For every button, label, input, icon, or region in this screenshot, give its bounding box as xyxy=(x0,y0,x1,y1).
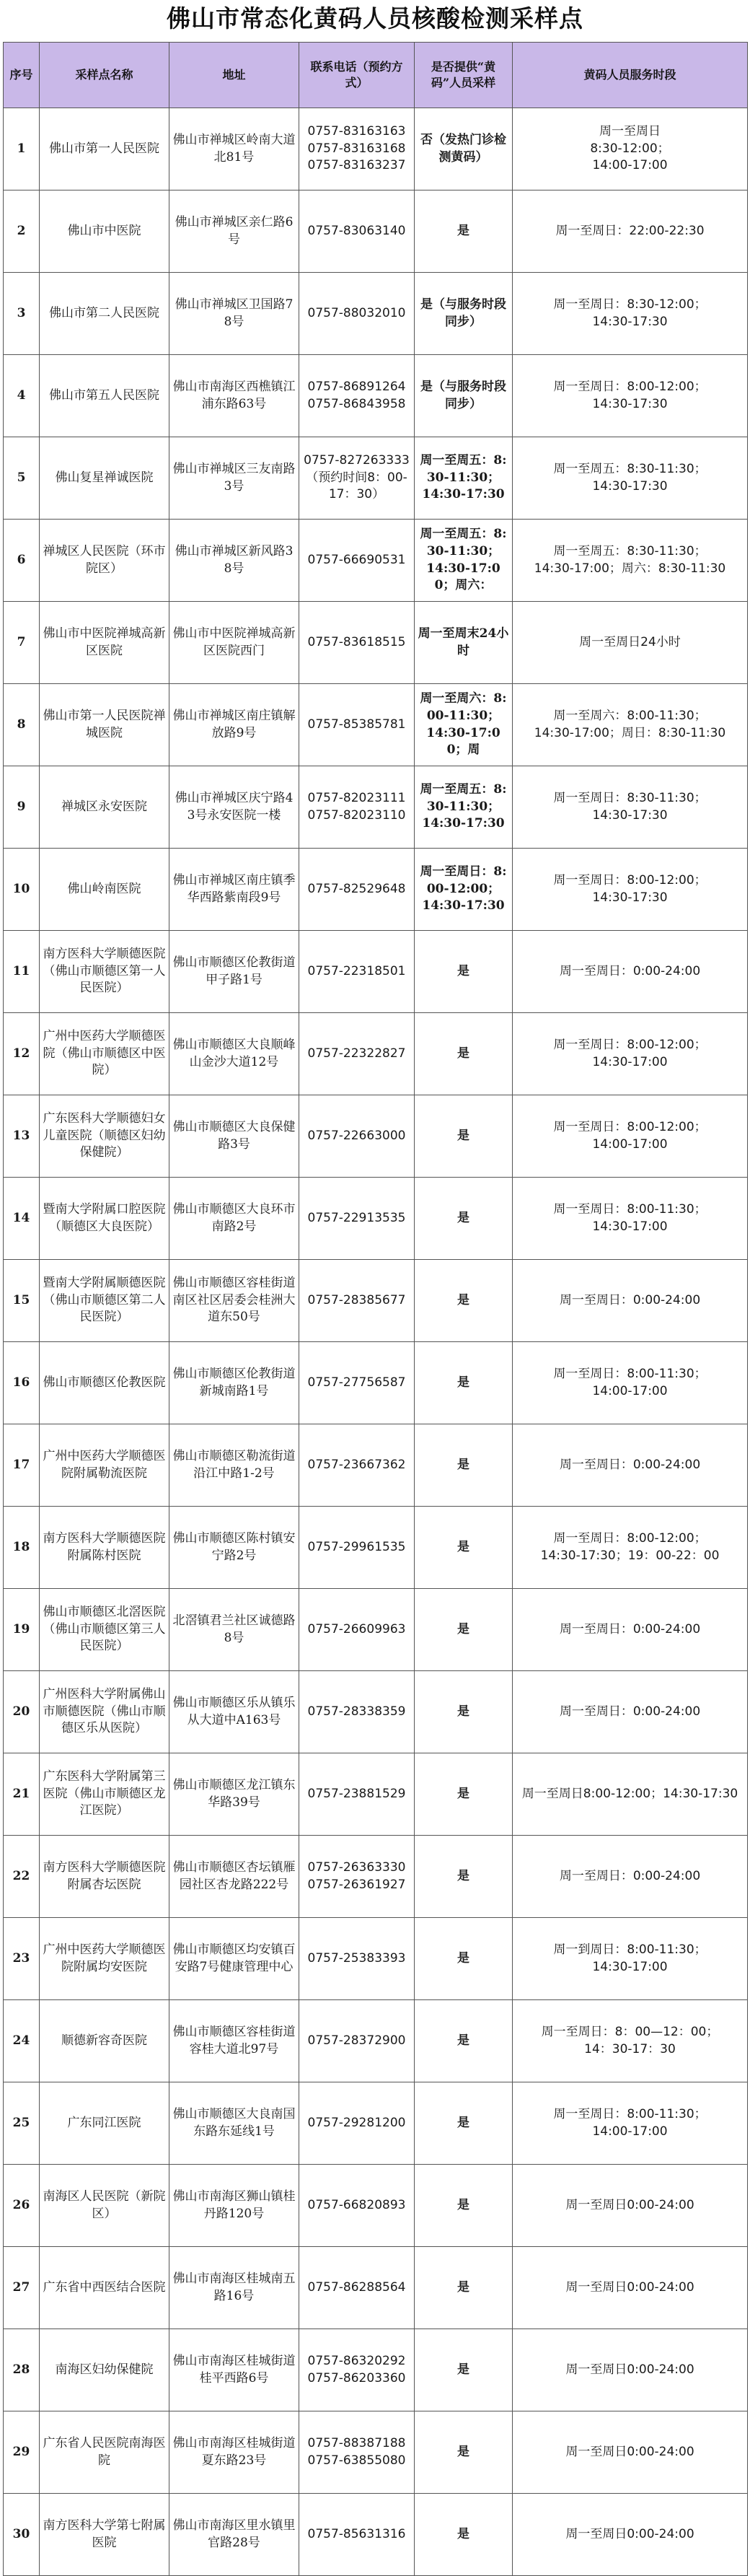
cell-hours: 周一至周日：8:00-12:00； 14:30-17:30；19：00-22：00 xyxy=(513,1507,748,1589)
cell-no: 13 xyxy=(4,1095,40,1178)
cell-provide: 是 xyxy=(415,1013,513,1095)
cell-hours: 周一至周日8:00-12:00；14:30-17:30 xyxy=(513,1753,748,1836)
cell-provide: 是 xyxy=(415,2411,513,2494)
cell-no: 17 xyxy=(4,1424,40,1507)
cell-provide: 是 xyxy=(415,1753,513,1836)
cell-phone: 0757-27756587 xyxy=(299,1342,415,1424)
cell-phone: 0757-88032010 xyxy=(299,273,415,355)
cell-address: 佛山市禅城区南庄镇季华西路紫南段9号 xyxy=(169,849,299,931)
cell-hours: 周一至周日：8:00-11:30； 14:30-17:00 xyxy=(513,1178,748,1260)
cell-phone: 0757-83063140 xyxy=(299,190,415,273)
cell-name: 广东省中西医结合医院 xyxy=(40,2247,169,2329)
table-row xyxy=(4,2329,748,2411)
cell-phone: 0757-86320292 0757-86203360 xyxy=(299,2329,415,2411)
cell-phone: 0757-85631316 xyxy=(299,2494,415,2576)
cell-phone: 0757-83618515 xyxy=(299,602,415,684)
cell-hours: 周一至周日：8:00-12:00； 14:30-17:30 xyxy=(513,849,748,931)
cell-hours: 周一至周日0:00-24:00 xyxy=(513,2494,748,2576)
cell-provide: 周一至周六：8:00-11:30； 14:30-17:00；周 xyxy=(415,684,513,766)
cell-address: 佛山市顺德区容桂街道容桂大道北97号 xyxy=(169,2000,299,2082)
cell-name: 暨南大学附属顺德医院（佛山市顺德区第二人民医院） xyxy=(40,1260,169,1342)
cell-address: 佛山市顺德区大良南国东路东延线1号 xyxy=(169,2082,299,2165)
cell-name: 佛山市中医院 xyxy=(40,190,169,273)
cell-hours: 周一至周日：0:00-24:00 xyxy=(513,931,748,1013)
cell-phone: 0757-28385677 xyxy=(299,1260,415,1342)
cell-no: 27 xyxy=(4,2247,40,2329)
cell-name: 广州中医药大学顺德医院附属均安医院 xyxy=(40,1918,169,2000)
cell-hours: 周一至周日：8:00-12:00； 14:00-17:00 xyxy=(513,1095,748,1178)
cell-hours: 周一至周日：0:00-24:00 xyxy=(513,1671,748,1753)
cell-no: 6 xyxy=(4,520,40,602)
cell-name: 南方医科大学第七附属医院 xyxy=(40,2494,169,2576)
table-header xyxy=(4,43,748,108)
cell-provide: 周一至周五：8:30-11:30； 14:30-17:00；周六： xyxy=(415,520,513,602)
cell-hours: 周一至周日24小时 xyxy=(513,602,748,684)
table-row xyxy=(4,355,748,437)
cell-phone: 0757-66820893 xyxy=(299,2165,415,2247)
cell-phone: 0757-83163163 0757-83163168 0757-83163237 xyxy=(299,108,415,190)
table-row xyxy=(4,520,748,602)
table-row xyxy=(4,437,748,520)
col-header-hours: 黄码人员服务时段 xyxy=(513,43,748,108)
cell-name: 广州中医药大学顺德医院附属勒流医院 xyxy=(40,1424,169,1507)
cell-phone: 0757-22318501 xyxy=(299,931,415,1013)
table-row xyxy=(4,1671,748,1753)
table-row xyxy=(4,766,748,849)
col-header-no: 序号 xyxy=(4,43,40,108)
cell-name: 南方医科大学顺德医院（佛山市顺德区第一人民医院） xyxy=(40,931,169,1013)
cell-no: 22 xyxy=(4,1836,40,1918)
cell-no: 10 xyxy=(4,849,40,931)
cell-address: 佛山市中医院禅城高新区医院西门 xyxy=(169,602,299,684)
cell-phone: 0757-23881529 xyxy=(299,1753,415,1836)
cell-phone: 0757-82529648 xyxy=(299,849,415,931)
cell-name: 暨南大学附属口腔医院（顺德区大良医院） xyxy=(40,1178,169,1260)
cell-hours: 周一至周日：0:00-24:00 xyxy=(513,1836,748,1918)
cell-provide: 是 xyxy=(415,1836,513,1918)
cell-name: 佛山市顺德区北滘医院（佛山市顺德区第三人民医院） xyxy=(40,1589,169,1671)
cell-address: 佛山市顺德区伦教街道甲子路1号 xyxy=(169,931,299,1013)
cell-address: 佛山市南海区西樵镇江浦东路63号 xyxy=(169,355,299,437)
cell-no: 15 xyxy=(4,1260,40,1342)
cell-provide: 否（发热门诊检测黄码） xyxy=(415,108,513,190)
cell-provide: 是 xyxy=(415,1178,513,1260)
cell-phone: 0757-86288564 xyxy=(299,2247,415,2329)
cell-hours: 周一至周六：8:00-11:30； 14:30-17:00；周日：8:30-11:30 xyxy=(513,684,748,766)
table-row xyxy=(4,849,748,931)
cell-address: 佛山市禅城区南庄镇解放路9号 xyxy=(169,684,299,766)
cell-address: 佛山市禅城区三友南路3号 xyxy=(169,437,299,520)
cell-hours: 周一至周日：22:00-22:30 xyxy=(513,190,748,273)
cell-hours: 周一至周日0:00-24:00 xyxy=(513,2329,748,2411)
cell-no: 30 xyxy=(4,2494,40,2576)
cell-name: 佛山市中医院禅城高新区医院 xyxy=(40,602,169,684)
cell-phone: 0757-23667362 xyxy=(299,1424,415,1507)
table-row xyxy=(4,2247,748,2329)
cell-no: 2 xyxy=(4,190,40,273)
cell-hours: 周一至周日：8:00-11:30； 14:00-17:00 xyxy=(513,1342,748,1424)
cell-hours: 周一至周日0:00-24:00 xyxy=(513,2165,748,2247)
cell-no: 16 xyxy=(4,1342,40,1424)
cell-address: 佛山市顺德区伦教街道新城南路1号 xyxy=(169,1342,299,1424)
cell-name: 广东医科大学附属第三医院（佛山市顺德区龙江医院） xyxy=(40,1753,169,1836)
col-header-address: 地址 xyxy=(169,43,299,108)
cell-name: 广东省人民医院南海医院 xyxy=(40,2411,169,2494)
cell-provide: 是 xyxy=(415,931,513,1013)
cell-name: 广州医科大学附属佛山市顺德医院（佛山市顺德区乐从医院） xyxy=(40,1671,169,1753)
cell-name: 佛山市第二人民医院 xyxy=(40,273,169,355)
cell-hours: 周一至周日：0:00-24:00 xyxy=(513,1424,748,1507)
cell-name: 禅城区永安医院 xyxy=(40,766,169,849)
cell-address: 佛山市顺德区大良保健路3号 xyxy=(169,1095,299,1178)
cell-name: 佛山岭南医院 xyxy=(40,849,169,931)
cell-no: 18 xyxy=(4,1507,40,1589)
cell-phone: 0757-28372900 xyxy=(299,2000,415,2082)
table-row xyxy=(4,1095,748,1178)
cell-no: 11 xyxy=(4,931,40,1013)
cell-no: 29 xyxy=(4,2411,40,2494)
cell-no: 20 xyxy=(4,1671,40,1753)
cell-address: 佛山市顺德区大良顺峰山金沙大道12号 xyxy=(169,1013,299,1095)
cell-no: 26 xyxy=(4,2165,40,2247)
cell-hours: 周一至周日0:00-24:00 xyxy=(513,2247,748,2329)
cell-provide: 是 xyxy=(415,1671,513,1753)
cell-phone: 0757-22322827 xyxy=(299,1013,415,1095)
cell-hours: 周一至周五：8:30-11:30； 14:30-17:00；周六：8:30-11:30 xyxy=(513,520,748,602)
table-row xyxy=(4,2494,748,2576)
cell-no: 14 xyxy=(4,1178,40,1260)
cell-address: 佛山市顺德区容桂街道南区社区居委会桂洲大道东50号 xyxy=(169,1260,299,1342)
cell-provide: 是（与服务时段同步） xyxy=(415,355,513,437)
cell-provide: 周一至周末24小时 xyxy=(415,602,513,684)
cell-provide: 是 xyxy=(415,2082,513,2165)
table-row xyxy=(4,1013,748,1095)
table-row xyxy=(4,602,748,684)
cell-address: 佛山市顺德区勒流街道沿江中路1-2号 xyxy=(169,1424,299,1507)
cell-hours: 周一至周日：8:30-12:00； 14:30-17:30 xyxy=(513,273,748,355)
cell-hours: 周一到周日：8:00-11:30； 14:30-17:00 xyxy=(513,1918,748,2000)
table-row xyxy=(4,1260,748,1342)
cell-provide: 是 xyxy=(415,2329,513,2411)
cell-provide: 是 xyxy=(415,1424,513,1507)
cell-provide: 是 xyxy=(415,2165,513,2247)
cell-no: 4 xyxy=(4,355,40,437)
table-row xyxy=(4,2082,748,2165)
cell-name: 南海区妇幼保健院 xyxy=(40,2329,169,2411)
page-title: 佛山市常态化黄码人员核酸检测采样点 xyxy=(167,4,583,32)
cell-no: 3 xyxy=(4,273,40,355)
cell-phone: 0757-22913535 xyxy=(299,1178,415,1260)
cell-name: 南方医科大学顺德医院附属陈村医院 xyxy=(40,1507,169,1589)
cell-name: 广东同江医院 xyxy=(40,2082,169,2165)
cell-provide: 是（与服务时段同步） xyxy=(415,273,513,355)
cell-address: 佛山市禅城区岭南大道北81号 xyxy=(169,108,299,190)
table-row xyxy=(4,1178,748,1260)
col-header-name: 采样点名称 xyxy=(40,43,169,108)
cell-address: 佛山市禅城区新风路38号 xyxy=(169,520,299,602)
cell-address: 佛山市禅城区卫国路78号 xyxy=(169,273,299,355)
sampling-points-table xyxy=(3,42,748,2576)
cell-name: 南海区人民医院（新院区） xyxy=(40,2165,169,2247)
header-row xyxy=(4,43,748,108)
table-row xyxy=(4,931,748,1013)
cell-address: 佛山市顺德区龙江镇东华路39号 xyxy=(169,1753,299,1836)
cell-provide: 是 xyxy=(415,190,513,273)
cell-provide: 是 xyxy=(415,1342,513,1424)
cell-no: 25 xyxy=(4,2082,40,2165)
cell-phone: 0757-88387188 0757-63855080 xyxy=(299,2411,415,2494)
table-row xyxy=(4,1836,748,1918)
cell-name: 佛山市第一人民医院禅城医院 xyxy=(40,684,169,766)
table-row xyxy=(4,2000,748,2082)
cell-hours: 周一至周日：8:00-12:00； 14:30-17:00 xyxy=(513,1013,748,1095)
cell-hours: 周一至周日：8:30-11:30； 14:30-17:30 xyxy=(513,766,748,849)
cell-phone: 0757-26609963 xyxy=(299,1589,415,1671)
cell-address: 佛山市顺德区杏坛镇雁园社区杏龙路222号 xyxy=(169,1836,299,1918)
cell-phone: 0757-827263333（预约时间8：00-17：30） xyxy=(299,437,415,520)
table-row xyxy=(4,1753,748,1836)
table-row xyxy=(4,190,748,273)
cell-hours: 周一至周日 8:30-12:00； 14:00-17:00 xyxy=(513,108,748,190)
table-row xyxy=(4,1918,748,2000)
cell-no: 12 xyxy=(4,1013,40,1095)
cell-no: 7 xyxy=(4,602,40,684)
col-header-provide: 是否提供“黄码”人员采样 xyxy=(415,43,513,108)
table-row xyxy=(4,684,748,766)
cell-no: 24 xyxy=(4,2000,40,2082)
cell-provide: 是 xyxy=(415,1589,513,1671)
cell-name: 南方医科大学顺德医院附属杏坛医院 xyxy=(40,1836,169,1918)
cell-provide: 是 xyxy=(415,1095,513,1178)
cell-provide: 是 xyxy=(415,2247,513,2329)
cell-address: 佛山市南海区里水镇里官路28号 xyxy=(169,2494,299,2576)
col-header-phone: 联系电话（预约方式） xyxy=(299,43,415,108)
table-row xyxy=(4,1342,748,1424)
cell-no: 9 xyxy=(4,766,40,849)
table-row xyxy=(4,2165,748,2247)
cell-phone: 0757-22663000 xyxy=(299,1095,415,1178)
cell-phone: 0757-29961535 xyxy=(299,1507,415,1589)
cell-address: 佛山市南海区狮山镇桂丹路120号 xyxy=(169,2165,299,2247)
cell-provide: 是 xyxy=(415,2494,513,2576)
cell-name: 禅城区人民医院（环市院区） xyxy=(40,520,169,602)
table-row xyxy=(4,1424,748,1507)
cell-phone: 0757-28338359 xyxy=(299,1671,415,1753)
cell-hours: 周一至周日：8:00-11:30； 14:00-17:00 xyxy=(513,2082,748,2165)
cell-no: 19 xyxy=(4,1589,40,1671)
cell-name: 广州中医药大学顺德医院（佛山市顺德区中医院） xyxy=(40,1013,169,1095)
cell-phone: 0757-82023111 0757-82023110 xyxy=(299,766,415,849)
cell-provide: 是 xyxy=(415,1507,513,1589)
cell-provide: 周一至周日：8:00-12:00； 14:30-17:30 xyxy=(415,849,513,931)
cell-phone: 0757-86891264 0757-86843958 xyxy=(299,355,415,437)
cell-provide: 周一至周五：8:30-11:30； 14:30-17:30 xyxy=(415,437,513,520)
cell-phone: 0757-85385781 xyxy=(299,684,415,766)
cell-phone: 0757-25383393 xyxy=(299,1918,415,2000)
cell-hours: 周一至周日：0:00-24:00 xyxy=(513,1260,748,1342)
cell-address: 佛山市禅城区亲仁路6号 xyxy=(169,190,299,273)
cell-provide: 是 xyxy=(415,2000,513,2082)
cell-address: 佛山市南海区桂城街道夏东路23号 xyxy=(169,2411,299,2494)
table-row xyxy=(4,108,748,190)
cell-phone: 0757-66690531 xyxy=(299,520,415,602)
cell-no: 23 xyxy=(4,1918,40,2000)
table-row xyxy=(4,1589,748,1671)
cell-name: 顺德新容奇医院 xyxy=(40,2000,169,2082)
cell-address: 北滘镇君兰社区诚德路8号 xyxy=(169,1589,299,1671)
cell-no: 28 xyxy=(4,2329,40,2411)
cell-name: 佛山市第五人民医院 xyxy=(40,355,169,437)
cell-address: 佛山市顺德区大良环市南路2号 xyxy=(169,1178,299,1260)
cell-name: 佛山市第一人民医院 xyxy=(40,108,169,190)
cell-provide: 是 xyxy=(415,1260,513,1342)
cell-no: 21 xyxy=(4,1753,40,1836)
cell-name: 佛山市顺德区伦教医院 xyxy=(40,1342,169,1424)
cell-address: 佛山市顺德区陈村镇安宁路2号 xyxy=(169,1507,299,1589)
cell-address: 佛山市南海区桂城街道桂平西路6号 xyxy=(169,2329,299,2411)
cell-provide: 周一至周五：8:30-11:30； 14:30-17:30 xyxy=(415,766,513,849)
cell-no: 5 xyxy=(4,437,40,520)
cell-provide: 是 xyxy=(415,1918,513,2000)
cell-hours: 周一至周日：0:00-24:00 xyxy=(513,1589,748,1671)
table-body xyxy=(4,108,748,2576)
cell-phone: 0757-26363330 0757-26361927 xyxy=(299,1836,415,1918)
cell-name: 广东医科大学顺德妇女儿童医院（顺德区妇幼保健院） xyxy=(40,1095,169,1178)
cell-phone: 0757-29281200 xyxy=(299,2082,415,2165)
table-row xyxy=(4,1507,748,1589)
cell-hours: 周一至周日0:00-24:00 xyxy=(513,2411,748,2494)
cell-hours: 周一至周五：8:30-11:30； 14:30-17:30 xyxy=(513,437,748,520)
cell-address: 佛山市禅城区庆宁路43号永安医院一楼 xyxy=(169,766,299,849)
cell-no: 8 xyxy=(4,684,40,766)
cell-hours: 周一至周日：8:00-12:00； 14:30-17:30 xyxy=(513,355,748,437)
table-row xyxy=(4,2411,748,2494)
cell-address: 佛山市南海区桂城南五路16号 xyxy=(169,2247,299,2329)
table-row xyxy=(4,273,748,355)
cell-hours: 周一至周日：8：00—12：00； 14：30-17：30 xyxy=(513,2000,748,2082)
cell-name: 佛山复星禅诚医院 xyxy=(40,437,169,520)
cell-address: 佛山市顺德区乐从镇乐从大道中A163号 xyxy=(169,1671,299,1753)
cell-address: 佛山市顺德区均安镇百安路7号健康管理中心 xyxy=(169,1918,299,2000)
cell-no: 1 xyxy=(4,108,40,190)
